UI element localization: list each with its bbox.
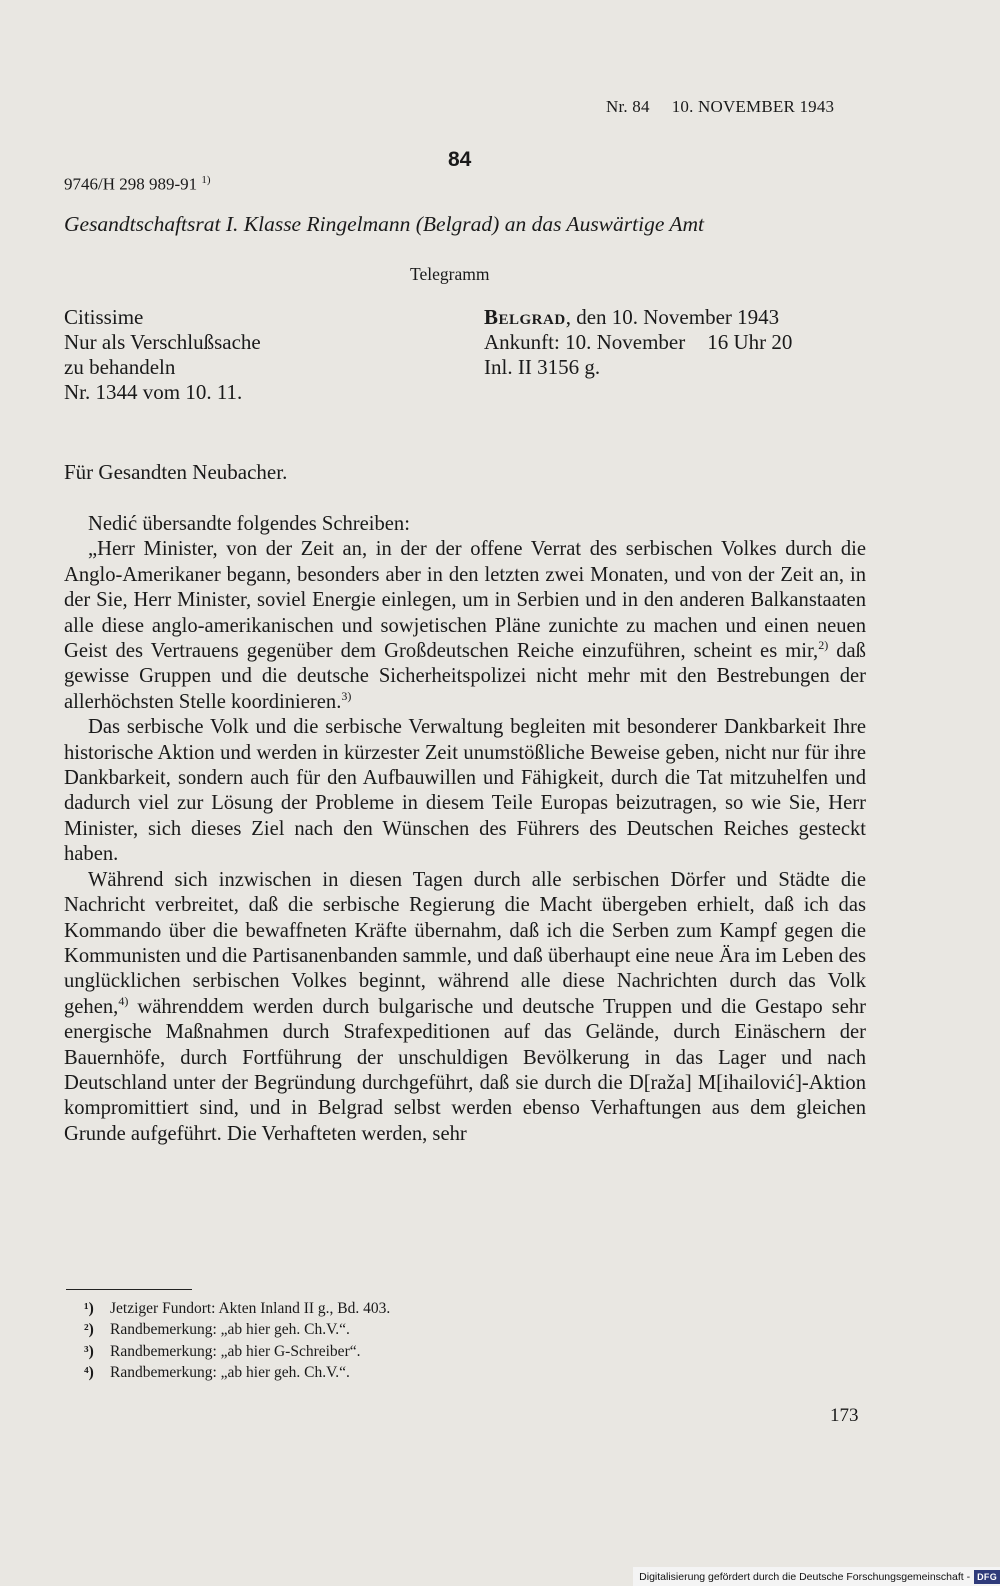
paragraph-1-text-a: „Herr Minister, von der Zeit an, in der der offene Verrat des serbischen Volkes durch die Anglo-Amerikaner begann, besonders aber in den letzten zwei Monaten, und von der Zeit an, in der Sie, Herr Minister, soviel Energie einlegen, um in Serbien und in den anderen Balkanstaaten alle diese anglo-amerikanischen und sowjetischen Pläne zunichte zu machen und einen neuen Geist des Vertrauens gegenüber dem Großdeutschen Reiche einzuführen, scheint es mir,: [64, 538, 866, 663]
footer-text: Digitalisierung gefördert durch die Deutsche Forschungsgemeinschaft -: [639, 1570, 971, 1583]
inland-reference: Inl. II 3156 g.: [484, 355, 601, 379]
origin-date: , den 10. November 1943: [565, 305, 780, 329]
footnote-3: [84, 1341, 390, 1362]
origin-date-line: [484, 305, 792, 330]
footnote-marker-3[interactable]: 3): [341, 688, 352, 703]
footnote-1-number: ¹): [84, 1300, 94, 1317]
footnote-3-number: ³): [84, 1342, 94, 1360]
footnote-4-text: Randbemerkung: „ab hier geh. Ch.V.“.: [110, 1364, 350, 1382]
document-type: Telegramm: [410, 264, 490, 284]
paragraph-1: [64, 537, 866, 715]
footnote-1-text: Jetziger Fundort: Akten Inland II g., Bd. 403.: [110, 1300, 391, 1317]
addressee: Für Gesandten Neubacher.: [64, 460, 288, 484]
footnote-3-text: Randbemerkung: „ab hier G-Schreiber“.: [110, 1342, 361, 1360]
footnote-divider: [66, 1289, 192, 1290]
document-title: Gesandtschaftsrat I. Klasse Ringelmann (Belgrad) an das Auswärtige Amt: [64, 212, 705, 236]
footnote-marker-2[interactable]: 2): [818, 638, 829, 653]
footnote-2: [84, 1319, 390, 1340]
footnote-2-number: ²): [84, 1321, 94, 1339]
classification-line-1: Nur als Verschlußsache: [64, 330, 261, 354]
paragraph-1-text-b: daß gewisse Gruppen und die deutsche Sicherheitspolizei nicht mehr mit den Bestrebungen der allerhöchsten Stelle koordinieren.: [64, 640, 866, 713]
footnote-marker-4[interactable]: 4): [118, 993, 129, 1008]
paragraph-3-text-b: währenddem werden durch bulgarische und deutsche Truppen und die Gestapo sehr energische Maßnahmen durch Strafexpeditionen auf das Gelände, durch Einäschern der Bauernhöfe, durch Fortführung der unschuldigen Bevölkerung in das Lager und nach Deutschland unter der Begründung durchgeführt, daß sie durch die D[raža] M[ihailović]-Aktion kompromittiert sind, und in Belgrad selbst werden ebenso Verhaftungen aus dem gleichen Grunde aufgeführt. Die Verhafteten werden, sehr: [64, 995, 866, 1145]
telegram-meta-right: [484, 305, 792, 380]
priority-line: Citissime: [64, 305, 144, 329]
digitization-footer: [633, 1567, 1000, 1586]
document-number: 84: [448, 148, 472, 171]
arrival-line: [484, 330, 792, 355]
footnote-4-number: ⁴): [84, 1364, 94, 1382]
intro-paragraph: Nedić übersandte folgendes Schreiben:: [88, 513, 410, 535]
archive-reference-text: 9746/H 298 989-91: [64, 174, 198, 194]
arrival-time: 16 Uhr 20: [707, 330, 793, 354]
running-header-date: 10. NOVEMBER 1943: [671, 97, 835, 116]
arrival-date: Ankunft: 10. November: [484, 330, 686, 354]
telegram-meta-left: [64, 305, 261, 405]
footnote-4: [84, 1362, 390, 1383]
page-number: 173: [830, 1405, 859, 1426]
dfg-logo: DFG: [974, 1570, 1000, 1584]
footnotes: [84, 1298, 390, 1384]
running-header-number: Nr. 84: [606, 97, 650, 116]
paragraph-3-text-a: Während sich inzwischen in diesen Tagen durch alle serbischen Dörfer und Städte die Nachricht verbreitet, daß die serbische Regierung die Macht übergeben erhielt, daß ich das Kommando über die bewaffneten Kräfte übernahm, daß ich die Serben zum Kampf gegen die Kommunisten und die Partisanenbanden sammle, und daß überhaupt eine neue Ära im Leben des unglücklichen serbischen Volkes beginnt, während alle diese Nachrichten durch das Volk gehen,: [64, 868, 866, 1018]
origin-place: Belgrad: [484, 305, 566, 329]
archive-reference: [64, 174, 211, 195]
classification-line-2: zu behandeln: [64, 355, 176, 379]
running-header: [606, 97, 834, 117]
footnote-1: [84, 1298, 390, 1319]
telegram-number: Nr. 1344 vom 10. 11.: [64, 380, 243, 404]
paragraph-3: [64, 868, 866, 1147]
paragraph-2: Das serbische Volk und die serbische Verwaltung begleiten mit besonderer Dankbarkeit Ihre historische Aktion und werden in kürzester Zeit unumstößliche Beweise geben, nicht nur für ihre Dankbarkeit, sondern auch für den Aufbauwillen und Fähigkeit, durch die Tat mitzuhelfen und dadurch viel zur Lösung der Probleme in diesem Teile Europas beizutragen, so wie Sie, Herr Minister, sich dieses Ziel nach den Wünschen des Führers des Deutschen Reiches gesteckt haben.: [64, 716, 866, 866]
footnote-marker-1[interactable]: 1): [201, 174, 211, 186]
footnote-2-text: Randbemerkung: „ab hier geh. Ch.V.“.: [110, 1321, 350, 1339]
letter-body: [64, 512, 866, 1147]
